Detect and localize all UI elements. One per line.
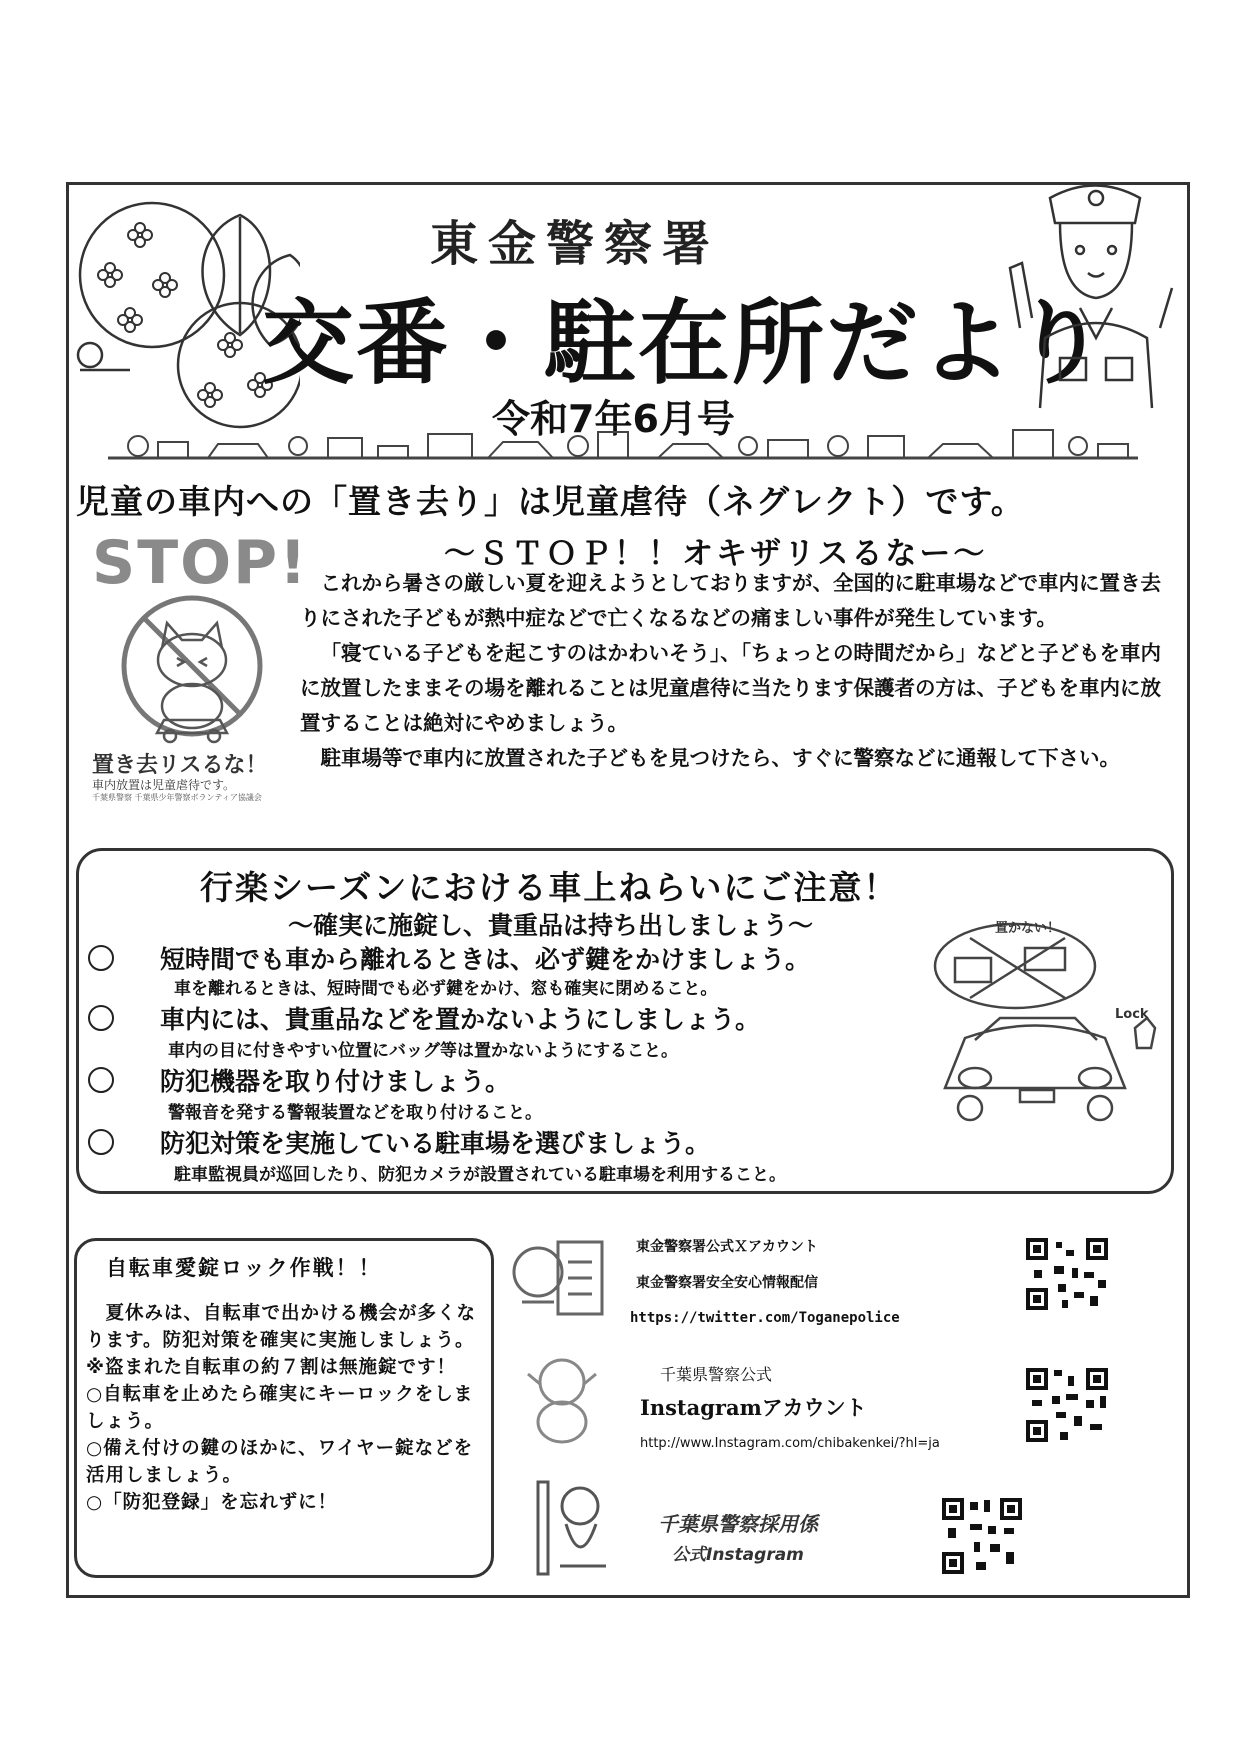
bicycle-lock-line: ○自転車を止めたら確実にキーロックをしましょう。 xyxy=(86,1384,474,1432)
instagram-line2: Instagramアカウント xyxy=(640,1395,867,1420)
instagram-qr-code[interactable] xyxy=(1024,1366,1110,1444)
instagram-url-link[interactable]: http://www.Instagram.com/chibakenkei/?hl=ja xyxy=(640,1436,940,1451)
car-theft-subtitle: ～確実に施錠し、貴重品は持ち出しましょう～ xyxy=(288,911,814,940)
bubble-label: 置かない！ xyxy=(995,921,1061,936)
bicycle-lock-line: ○備え付けの鍵のほかに、ワイヤー錠などを活用しましょう。 xyxy=(86,1438,474,1486)
stop-text: STOP! xyxy=(92,528,309,598)
car-theft-item: 短時間でも車から離れるときは、必ず鍵をかけましょう。 xyxy=(88,940,810,976)
twitter-line1: 東金警察署公式Ｘアカウント xyxy=(636,1239,818,1255)
car-theft-item-note: 車内の目に付きやすい位置にバッグ等は置かないようにすること。 xyxy=(168,1041,678,1061)
mascot-instagram-icon xyxy=(522,1352,604,1448)
stop-caption-sub: 車内放置は児童虐待です。 xyxy=(92,778,236,792)
stop-caption: 置き去リスるな！ xyxy=(92,753,268,778)
twitter-url-link[interactable]: https://twitter.com/Toganepolice xyxy=(630,1310,900,1326)
section1-subhead: ～ＳＴＯＰ！！オキザリスるなー～ xyxy=(444,536,988,572)
town-skyline-illustration xyxy=(108,428,1138,462)
twitter-qr-code[interactable] xyxy=(1024,1236,1110,1312)
issue-date: 令和7年6月号 xyxy=(492,397,735,441)
section1-body xyxy=(300,566,1180,776)
bicycle-lock-title: 自転車愛錠ロック作戦！！ xyxy=(106,1256,382,1280)
recruit-line1: 千葉県警察採用係 xyxy=(658,1512,818,1536)
mascot-recruit-icon xyxy=(536,1480,616,1576)
car-lock-illustration xyxy=(925,918,1165,1128)
police-officer-illustration xyxy=(1000,178,1180,418)
lock-label: Lock xyxy=(1115,1007,1149,1022)
section1-headline: 児童の車内への「置き去り」は児童虐待（ネグレクト）です。 xyxy=(76,482,1025,521)
circle-bullet-icon xyxy=(88,1005,114,1031)
car-theft-title: 行楽シーズンにおける車上ねらいにご注意！ xyxy=(200,868,899,907)
circle-bullet-icon xyxy=(88,1129,114,1155)
recruit-line2: 公式Instagram xyxy=(672,1545,804,1565)
stop-caption-credit: 千葉県警察 千葉県少年警察ボランティア協議会 xyxy=(92,793,262,802)
section1-paragraph: 「寝ている子どもを起こすのはかわいそう」、「ちょっとの時間だから」などと子どもを車内に放置したままその場を離れることは児童虐待に当たります保護者の方は、子どもを車内に放置することは絶対にやめましょう。 xyxy=(300,641,1161,735)
car-theft-item-note: 駐車監視員が巡回したり、防犯カメラが設置されている駐車場を利用すること。 xyxy=(174,1165,786,1185)
instagram-line1: 千葉県警察公式 xyxy=(660,1365,773,1384)
recruit-qr-code[interactable] xyxy=(940,1496,1024,1576)
circle-bullet-icon xyxy=(88,1067,114,1093)
bicycle-lock-line: 夏休みは、自転車で出かける機会が多くなります。防犯対策を確実に実施しましょう。 xyxy=(86,1303,477,1351)
section1-paragraph: これから暑さの厳しい夏を迎えようとしておりますが、全国的に駐車場などで車内に置き去りにされた子どもが熱中症などで亡くなるなどの痛ましい事件が発生しています。 xyxy=(300,571,1161,630)
section1-paragraph: 駐車場等で車内に放置された子どもを見つけたら、すぐに警察などに通報して下さい。 xyxy=(320,746,1120,770)
stop-cat-illustration xyxy=(112,588,272,748)
circle-bullet-icon xyxy=(88,945,114,971)
car-theft-item-note: 車を離れるときは、短時間でも必ず鍵をかけ、窓も確実に閉めること。 xyxy=(174,979,718,999)
car-theft-item: 防犯機器を取り付けましょう。 xyxy=(88,1062,510,1098)
car-theft-item-note: 警報音を発する警報装置などを取り付けること。 xyxy=(168,1103,542,1123)
newsletter-title: 交番・駐在所だより xyxy=(262,290,1109,397)
twitter-line2: 東金警察署安全安心情報配信 xyxy=(636,1275,818,1291)
bicycle-lock-line: ※盗まれた自転車の約７割は無施錠です！ xyxy=(86,1357,456,1378)
car-theft-item: 防犯対策を実施している駐車場を選びましょう。 xyxy=(88,1124,710,1160)
car-theft-item: 車内には、貴重品などを置かないようにしましょう。 xyxy=(88,1000,760,1036)
station-name: 東金警察署 xyxy=(430,216,721,272)
mascot-twitter-icon xyxy=(508,1232,608,1322)
bicycle-lock-body xyxy=(86,1300,490,1516)
bicycle-lock-line: ○「防犯登録」を忘れずに！ xyxy=(86,1492,338,1513)
